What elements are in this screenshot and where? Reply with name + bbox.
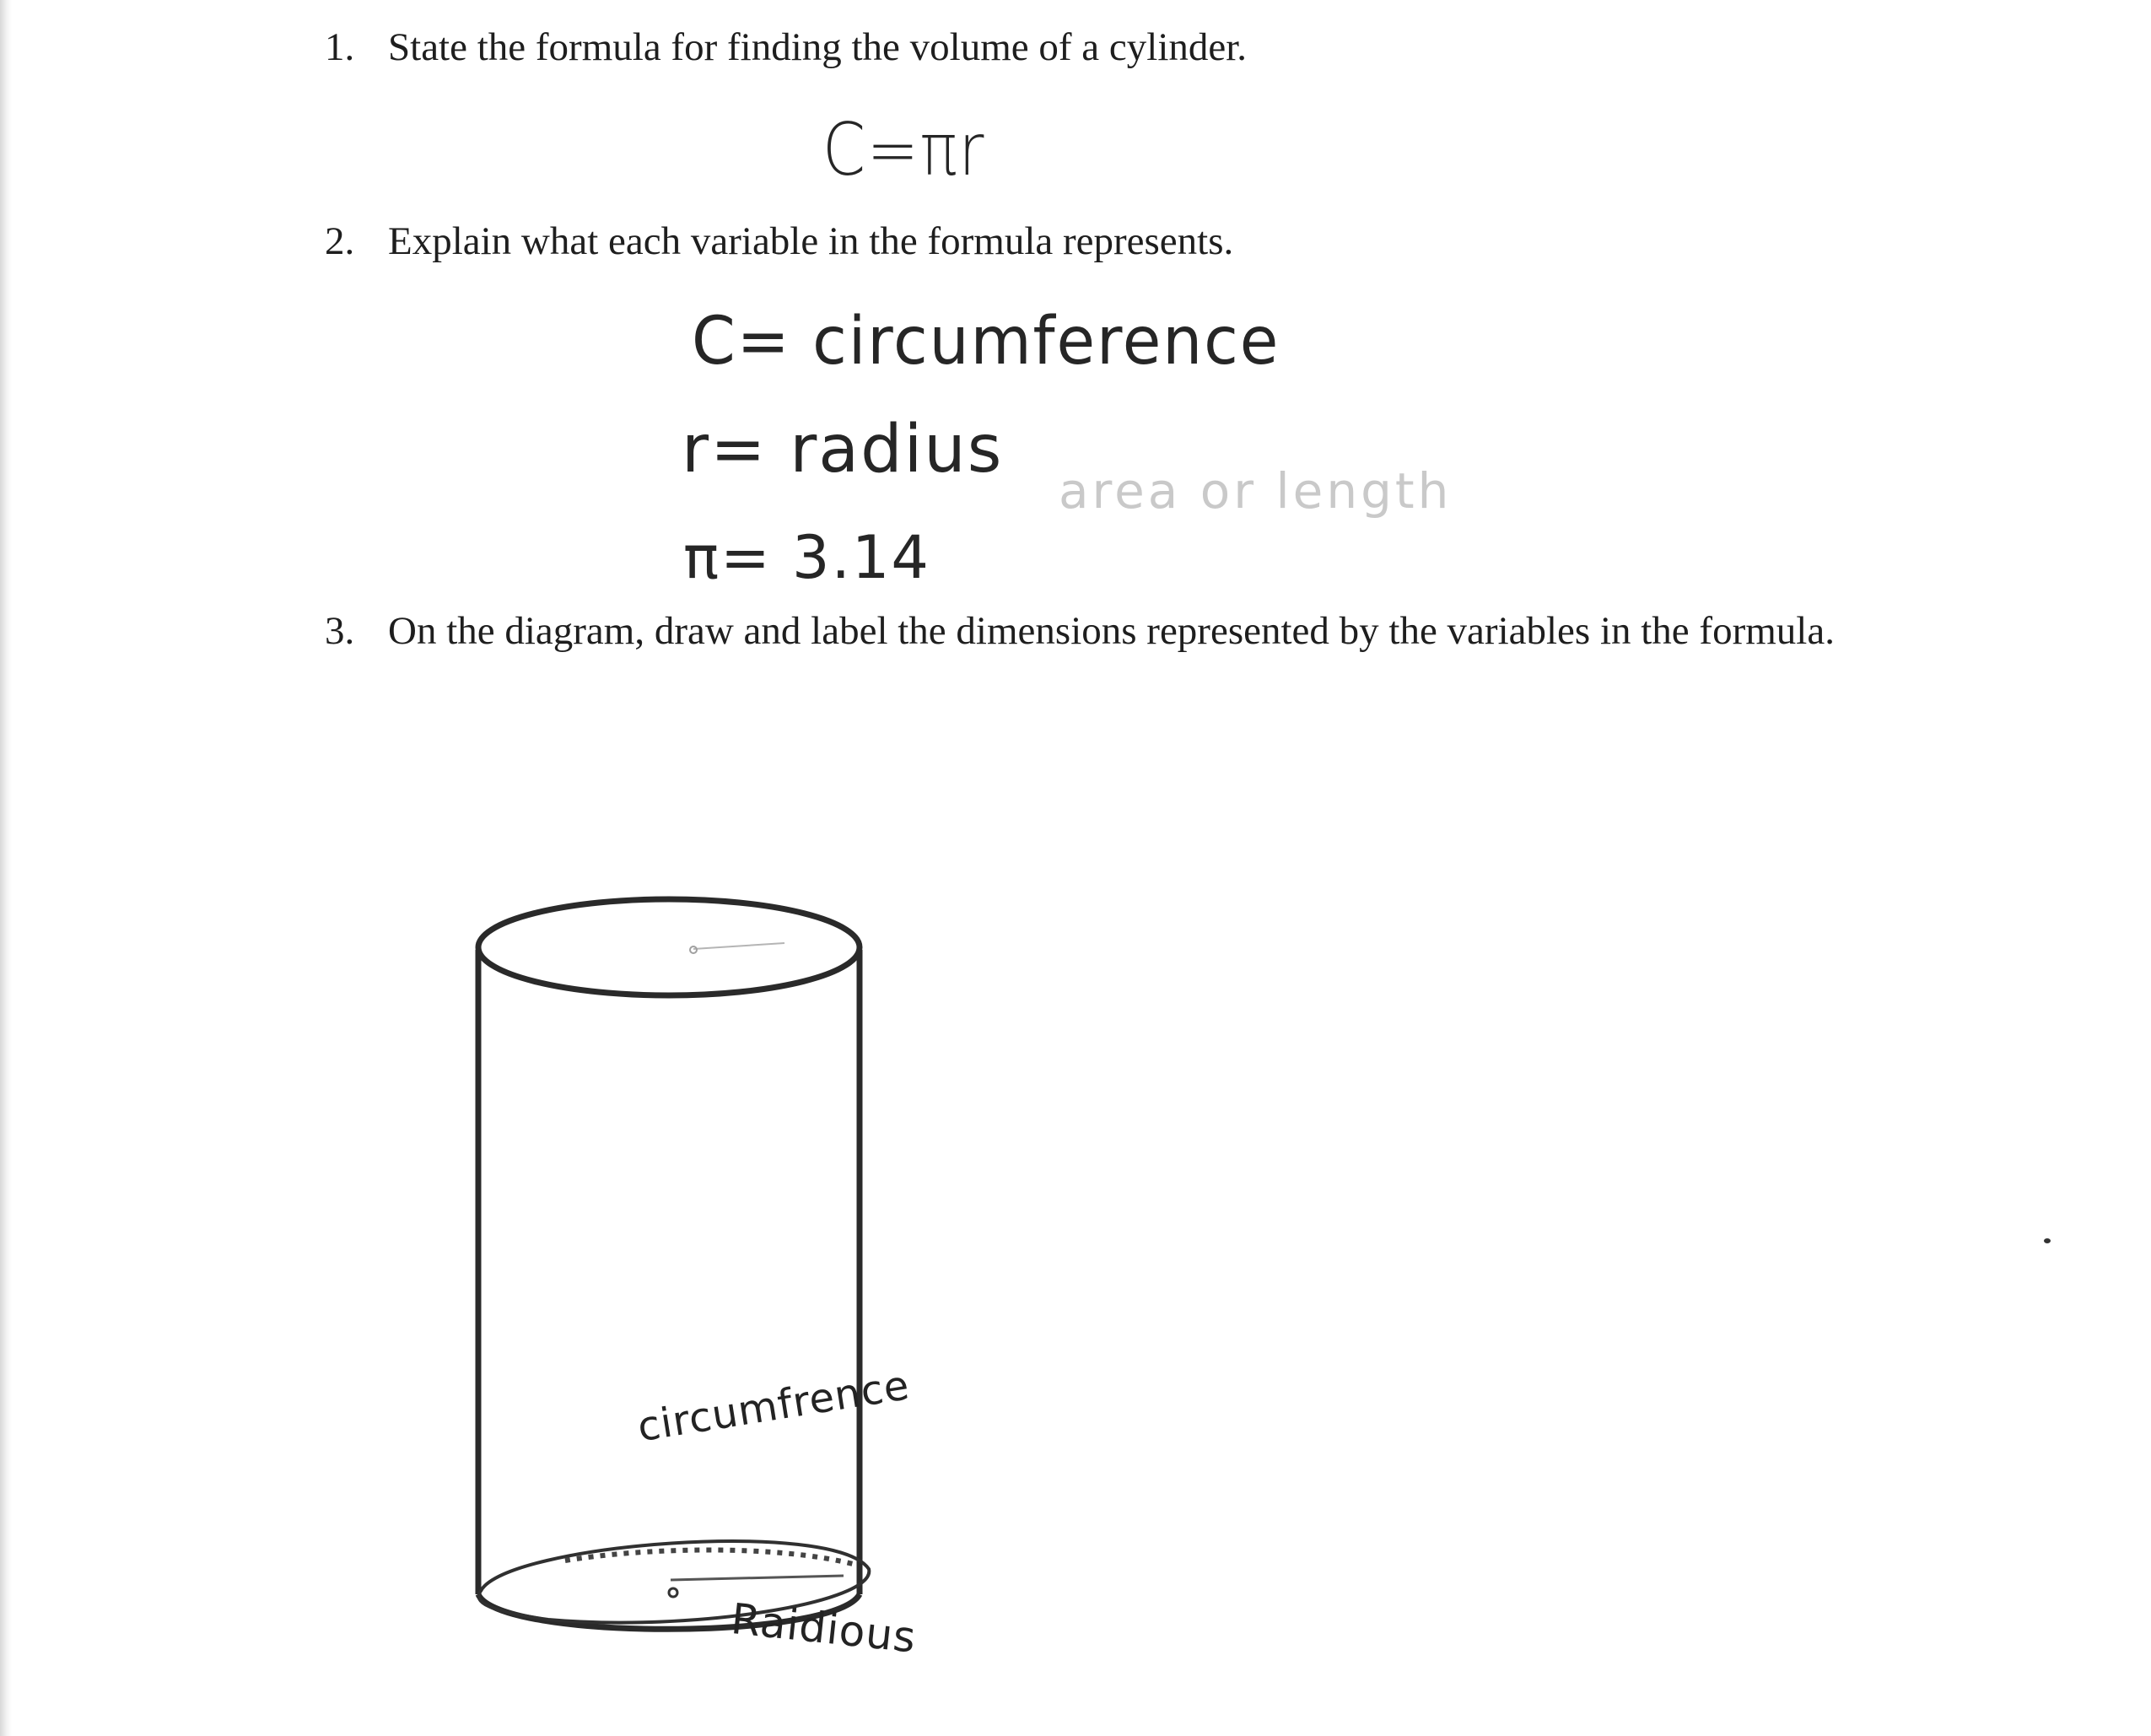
scan-speck (2044, 1238, 2051, 1243)
question-1-number: 1. (325, 25, 355, 69)
cylinder-diagram (472, 877, 1063, 1670)
question-1 (325, 24, 1843, 74)
question-1-text: State the formula for finding the volume of a cylinder. (388, 25, 1248, 69)
scanned-page-edge (0, 0, 12, 1736)
question-3-text: On the diagram, draw and label the dimensions represented by the variables in the formula. (388, 609, 1835, 653)
formula-answer: C=πr (822, 108, 986, 192)
dotted-back-arc (565, 1550, 856, 1566)
question-3 (325, 607, 1843, 709)
answer-radius: r= radius (682, 412, 1004, 488)
answer-circumference: C= circumference (692, 304, 1280, 380)
question-3-number: 3. (325, 609, 355, 653)
cylinder-top-ellipse (478, 899, 860, 995)
answer-pi: π= 3.14 (683, 523, 930, 592)
radius-label: Raidious (728, 1594, 919, 1663)
top-radius-pencil-mark (693, 943, 784, 949)
top-center-dot (690, 946, 697, 953)
erased-handwriting: area or length (1059, 462, 1453, 520)
question-2-text: Explain what each variable in the formula represents. (388, 219, 1234, 263)
question-2-number: 2. (325, 219, 355, 263)
circumference-label: circumfrence (634, 1361, 914, 1452)
radius-line (671, 1576, 844, 1580)
base-center-dot (669, 1588, 677, 1597)
question-2 (325, 218, 1843, 268)
